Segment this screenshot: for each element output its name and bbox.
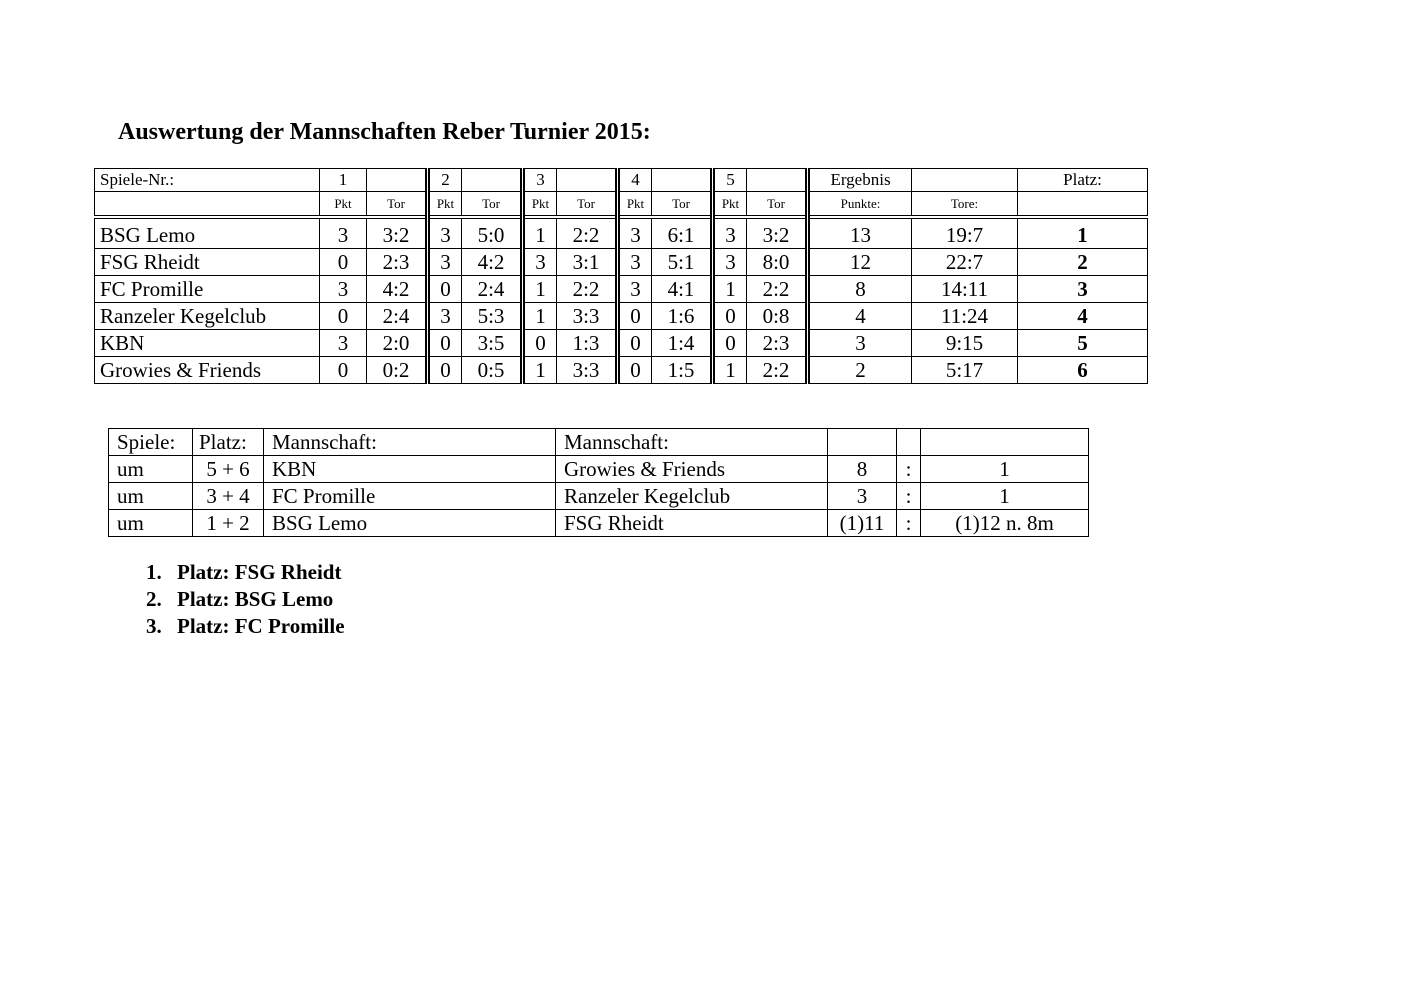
- game-goals: 3:3: [557, 357, 618, 384]
- tor-header: Tor: [652, 192, 713, 218]
- tor-header: Tor: [462, 192, 523, 218]
- team-name: KBN: [95, 330, 320, 357]
- game-goals: 1:4: [652, 330, 713, 357]
- rank-number: 2.: [146, 587, 162, 611]
- game-points: 0: [428, 330, 462, 357]
- game-goals: 4:1: [652, 276, 713, 303]
- game-points: 1: [523, 276, 557, 303]
- game-goals: 2:2: [747, 276, 808, 303]
- place-value: 4: [1018, 303, 1148, 330]
- place-value: 2: [1018, 249, 1148, 276]
- finals-colon: :: [897, 510, 921, 537]
- game-points: 3: [428, 217, 462, 249]
- table-row: [95, 217, 1148, 249]
- table-row: [109, 510, 1089, 537]
- game-points: 0: [618, 357, 652, 384]
- finals-team1: FC Promille: [264, 483, 556, 510]
- finals-header-row: [109, 429, 1089, 456]
- game-goals: 3:2: [747, 217, 808, 249]
- finals-team2: FSG Rheidt: [556, 510, 828, 537]
- game-points: 3: [320, 330, 367, 357]
- game-goals: 2:4: [367, 303, 428, 330]
- game-goals: 6:1: [652, 217, 713, 249]
- game-points: 3: [428, 249, 462, 276]
- place-header: Platz:: [1018, 169, 1148, 192]
- total-points: 8: [808, 276, 912, 303]
- pkt-header: Pkt: [320, 192, 367, 218]
- game-points: 0: [618, 330, 652, 357]
- tor-header: Tor: [367, 192, 428, 218]
- finals-place: 5 + 6: [193, 456, 264, 483]
- final-ranking-list: [146, 559, 345, 640]
- finals-team1: BSG Lemo: [264, 510, 556, 537]
- finals-score1: 3: [828, 483, 897, 510]
- game-goals: 0:2: [367, 357, 428, 384]
- table-row: [95, 276, 1148, 303]
- game-points: 0: [713, 303, 747, 330]
- finals-games: um: [109, 483, 193, 510]
- game-goals: 5:0: [462, 217, 523, 249]
- game-points: 3: [618, 217, 652, 249]
- game-points: 3: [428, 303, 462, 330]
- game-goals: 4:2: [462, 249, 523, 276]
- finals-team1-header: Mannschaft:: [264, 429, 556, 456]
- game-goals: 0:5: [462, 357, 523, 384]
- tor-header: Tor: [557, 192, 618, 218]
- game-points: 3: [618, 276, 652, 303]
- total-points: 3: [808, 330, 912, 357]
- table-row: [95, 357, 1148, 384]
- game-goals: 2:3: [367, 249, 428, 276]
- game-goals: 5:1: [652, 249, 713, 276]
- game-goals: 2:2: [747, 357, 808, 384]
- team-name: Ranzeler Kegelclub: [95, 303, 320, 330]
- finals-team2: Growies & Friends: [556, 456, 828, 483]
- total-goals: 14:11: [912, 276, 1018, 303]
- game-number: 4: [618, 169, 652, 192]
- standings-subheader-row: [95, 192, 1148, 218]
- game-goals: 8:0: [747, 249, 808, 276]
- rank-number: 3.: [146, 614, 162, 638]
- finals-table: [108, 428, 1089, 537]
- game-points: 3: [320, 217, 367, 249]
- game-number: 5: [713, 169, 747, 192]
- list-item: [146, 613, 345, 640]
- finals-colon: :: [897, 456, 921, 483]
- punkte-header: Punkte:: [808, 192, 912, 218]
- game-points: 0: [523, 330, 557, 357]
- table-row: [109, 456, 1089, 483]
- finals-colon: :: [897, 483, 921, 510]
- game-points: 3: [320, 276, 367, 303]
- finals-team1: KBN: [264, 456, 556, 483]
- page-title: Auswertung der Mannschaften Reber Turnier 2015:: [118, 119, 651, 145]
- finals-score1: (1)11: [828, 510, 897, 537]
- total-goals: 22:7: [912, 249, 1018, 276]
- game-points: 1: [713, 357, 747, 384]
- table-row: [95, 249, 1148, 276]
- finals-team2-header: Mannschaft:: [556, 429, 828, 456]
- table-row: [109, 483, 1089, 510]
- game-points: 0: [428, 357, 462, 384]
- list-item: [146, 559, 345, 586]
- game-points: 0: [618, 303, 652, 330]
- tore-header: Tore:: [912, 192, 1018, 218]
- game-goals: 2:0: [367, 330, 428, 357]
- finals-place: 3 + 4: [193, 483, 264, 510]
- game-goals: 3:2: [367, 217, 428, 249]
- game-goals: 1:3: [557, 330, 618, 357]
- game-goals: 3:1: [557, 249, 618, 276]
- pkt-header: Pkt: [428, 192, 462, 218]
- table-row: [95, 330, 1148, 357]
- game-points: 0: [428, 276, 462, 303]
- game-points: 0: [713, 330, 747, 357]
- total-goals: 5:17: [912, 357, 1018, 384]
- game-goals: 2:2: [557, 217, 618, 249]
- rank-number: 1.: [146, 560, 162, 584]
- game-goals: 3:3: [557, 303, 618, 330]
- finals-place: 1 + 2: [193, 510, 264, 537]
- rank-text: Platz: FSG Rheidt: [177, 560, 342, 584]
- rank-text: Platz: FC Promille: [177, 614, 345, 638]
- tor-header: Tor: [747, 192, 808, 218]
- game-points: 3: [618, 249, 652, 276]
- game-number: 3: [523, 169, 557, 192]
- result-header: Ergebnis: [808, 169, 912, 192]
- total-points: 12: [808, 249, 912, 276]
- game-goals: 2:3: [747, 330, 808, 357]
- total-points: 4: [808, 303, 912, 330]
- game-goals: 1:5: [652, 357, 713, 384]
- game-goals: 2:2: [557, 276, 618, 303]
- games-label: Spiele-Nr.:: [95, 169, 320, 192]
- total-goals: 19:7: [912, 217, 1018, 249]
- finals-games: um: [109, 510, 193, 537]
- game-points: 3: [523, 249, 557, 276]
- team-name: FC Promille: [95, 276, 320, 303]
- place-value: 3: [1018, 276, 1148, 303]
- game-points: 1: [713, 276, 747, 303]
- pkt-header: Pkt: [618, 192, 652, 218]
- total-goals: 11:24: [912, 303, 1018, 330]
- game-goals: 1:6: [652, 303, 713, 330]
- list-item: [146, 586, 345, 613]
- finals-score2: 1: [921, 456, 1089, 483]
- finals-score2: 1: [921, 483, 1089, 510]
- game-goals: 0:8: [747, 303, 808, 330]
- game-points: 1: [523, 303, 557, 330]
- standings-header-row: [95, 169, 1148, 192]
- place-value: 5: [1018, 330, 1148, 357]
- game-goals: 4:2: [367, 276, 428, 303]
- finals-team2: Ranzeler Kegelclub: [556, 483, 828, 510]
- finals-score2: (1)12 n. 8m: [921, 510, 1089, 537]
- team-name: Growies & Friends: [95, 357, 320, 384]
- table-row: [95, 303, 1148, 330]
- team-name: FSG Rheidt: [95, 249, 320, 276]
- finals-score1: 8: [828, 456, 897, 483]
- total-goals: 9:15: [912, 330, 1018, 357]
- game-goals: 3:5: [462, 330, 523, 357]
- game-goals: 5:3: [462, 303, 523, 330]
- game-points: 1: [523, 357, 557, 384]
- game-goals: 2:4: [462, 276, 523, 303]
- game-points: 3: [713, 217, 747, 249]
- place-value: 6: [1018, 357, 1148, 384]
- game-points: 0: [320, 249, 367, 276]
- standings-table: [94, 168, 1148, 384]
- total-points: 2: [808, 357, 912, 384]
- finals-games: um: [109, 456, 193, 483]
- finals-games-header: Spiele:: [109, 429, 193, 456]
- pkt-header: Pkt: [523, 192, 557, 218]
- game-points: 1: [523, 217, 557, 249]
- place-value: 1: [1018, 217, 1148, 249]
- team-name: BSG Lemo: [95, 217, 320, 249]
- game-number: 2: [428, 169, 462, 192]
- total-points: 13: [808, 217, 912, 249]
- pkt-header: Pkt: [713, 192, 747, 218]
- rank-text: Platz: BSG Lemo: [177, 587, 334, 611]
- game-points: 0: [320, 357, 367, 384]
- game-number: 1: [320, 169, 367, 192]
- game-points: 3: [713, 249, 747, 276]
- game-points: 0: [320, 303, 367, 330]
- finals-place-header: Platz:: [193, 429, 264, 456]
